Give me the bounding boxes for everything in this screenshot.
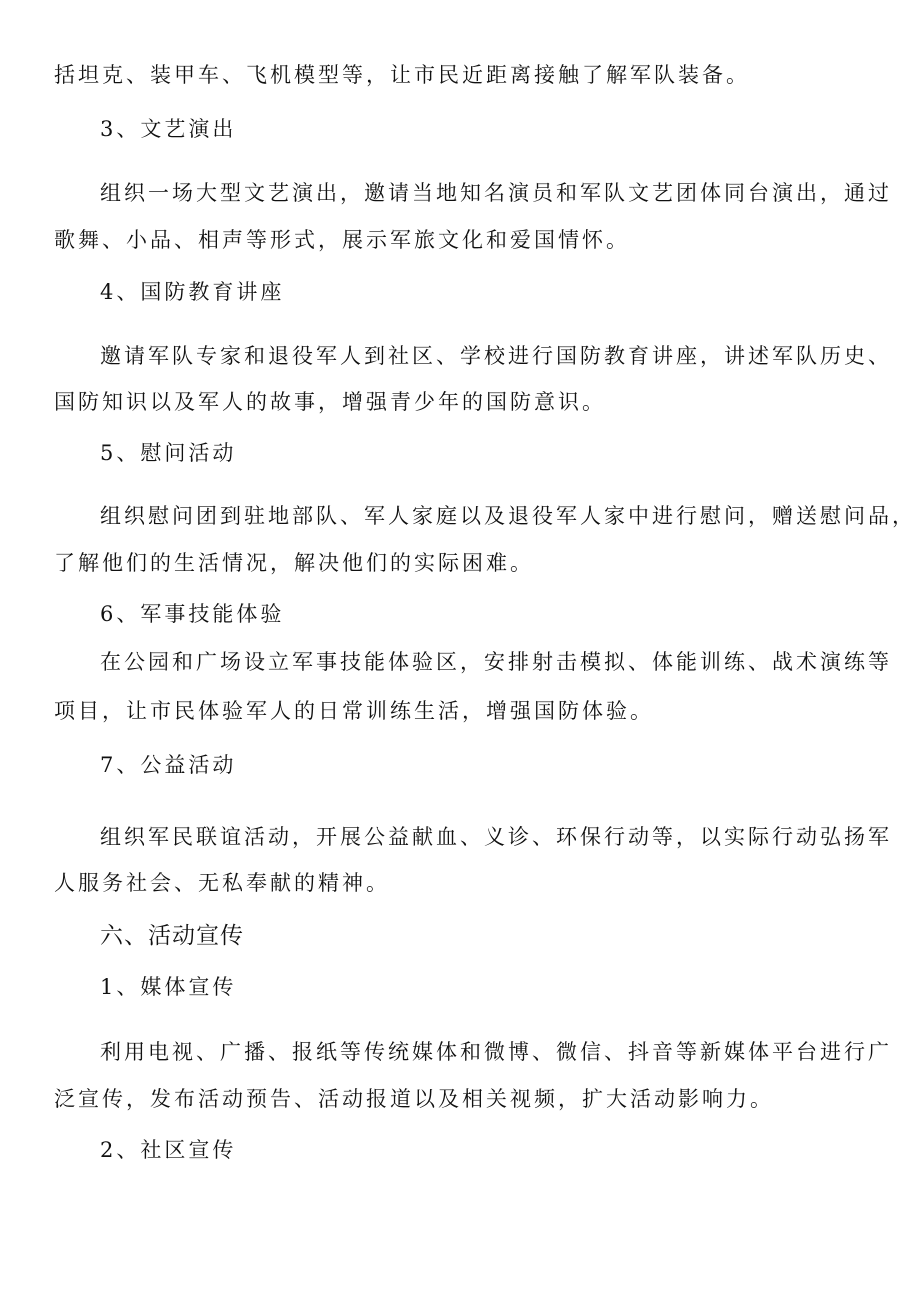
- paragraph-line: 组织一场大型文艺演出，邀请当地知名演员和军队文艺团体同台演出，通过: [100, 181, 892, 205]
- subheading-public-welfare: 7、公益活动: [100, 753, 237, 777]
- subheading-visit-activity: 5、慰问活动: [100, 441, 237, 465]
- section-heading-publicity: 六、活动宣传: [100, 923, 244, 949]
- paragraph-line: 项目，让市民体验军人的日常训练生活，增强国防体验。: [54, 699, 654, 723]
- paragraph-line: 邀请军队专家和退役军人到社区、学校进行国防教育讲座，讲述军队历史、: [100, 344, 892, 368]
- paragraph-line: 组织慰问团到驻地部队、军人家庭以及退役军人家中进行慰问，赠送慰问品，: [100, 504, 916, 528]
- paragraph-line: 人服务社会、无私奉献的精神。: [54, 871, 390, 895]
- subheading-community-publicity: 2、社区宣传: [100, 1138, 237, 1162]
- paragraph-line: 国防知识以及军人的故事，增强青少年的国防意识。: [54, 390, 606, 414]
- paragraph-line: 泛宣传，发布活动预告、活动报道以及相关视频，扩大活动影响力。: [54, 1087, 774, 1111]
- paragraph-line: 括坦克、装甲车、飞机模型等，让市民近距离接触了解军队装备。: [54, 63, 750, 87]
- paragraph-line: 在公园和广场设立军事技能体验区，安排射击模拟、体能训练、战术演练等: [100, 650, 892, 674]
- paragraph-line: 组织军民联谊活动，开展公益献血、义诊、环保行动等，以实际行动弘扬军: [100, 825, 892, 849]
- subheading-military-skills: 6、军事技能体验: [100, 602, 285, 626]
- paragraph-line: 歌舞、小品、相声等形式，展示军旅文化和爱国情怀。: [54, 228, 630, 252]
- paragraph-line: 了解他们的生活情况，解决他们的实际困难。: [54, 551, 534, 575]
- paragraph-line: 利用电视、广播、报纸等传统媒体和微博、微信、抖音等新媒体平台进行广: [100, 1040, 892, 1064]
- subheading-cultural-performance: 3、文艺演出: [100, 117, 237, 141]
- subheading-media-publicity: 1、媒体宣传: [100, 975, 237, 999]
- subheading-defense-lecture: 4、国防教育讲座: [100, 280, 285, 304]
